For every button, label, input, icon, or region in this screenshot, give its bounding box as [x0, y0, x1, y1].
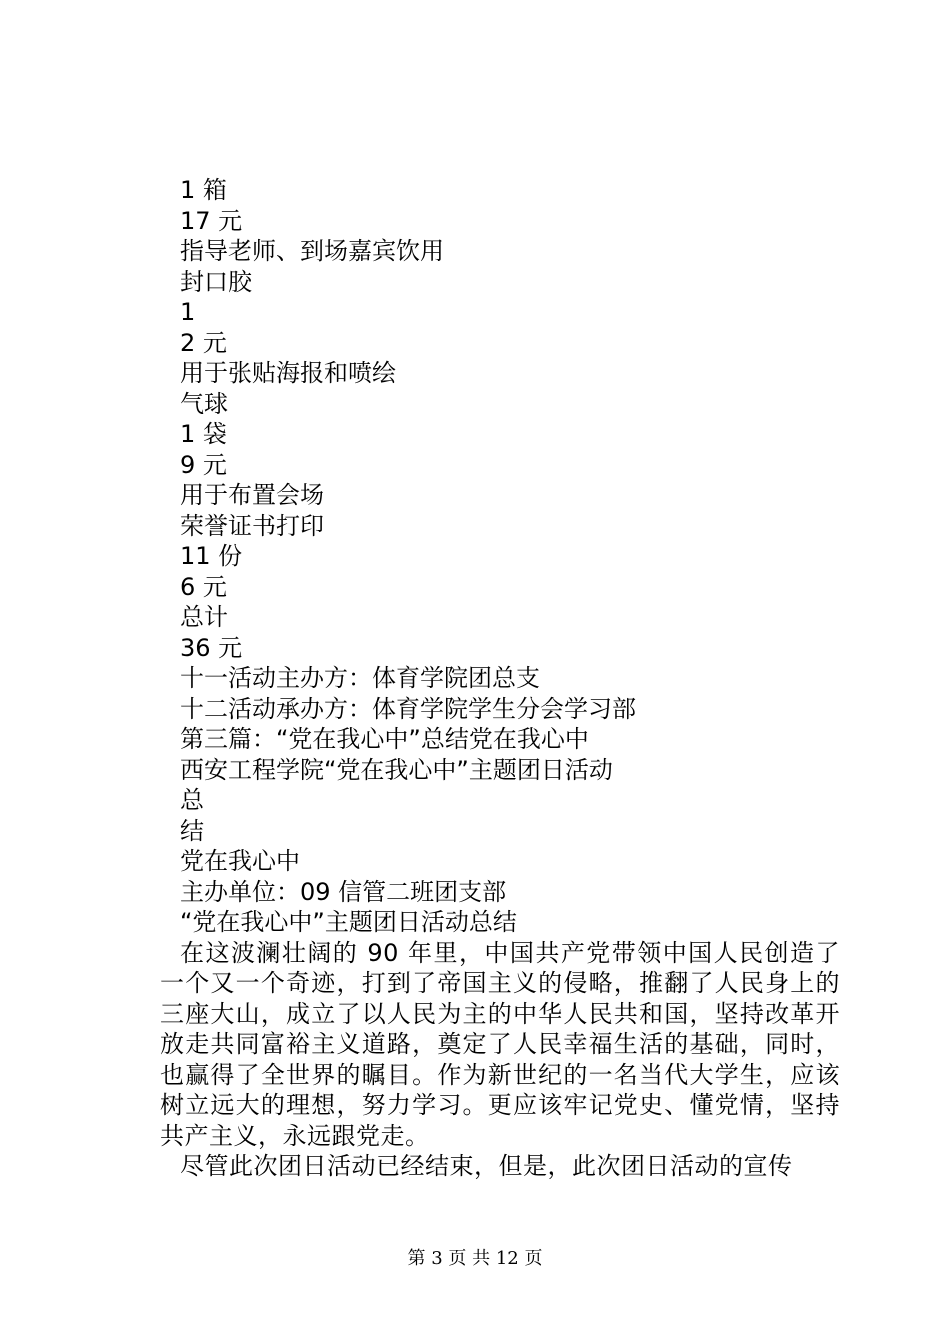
text-line: 荣誉证书打印 [180, 511, 324, 540]
text-line: 十一活动主办方：体育学院团总支 [180, 664, 540, 692]
text-line: 用于布置会场 [180, 481, 324, 509]
text-line: 指导老师、到场嘉宾饮用 [180, 237, 444, 265]
text-line: 1 箱 [180, 176, 227, 204]
text-line: 气球 [180, 389, 228, 418]
page-body [160, 175, 840, 1182]
text-line: 36 元 [180, 633, 243, 662]
text-line: 党在我心中 [180, 847, 300, 875]
text-line: 11 份 [180, 542, 243, 570]
text-line: 总 [180, 786, 204, 814]
text-line: 17 元 [180, 206, 243, 235]
text-line: 1 袋 [180, 420, 227, 448]
text-line: “党在我心中”主题团日活动总结 [180, 908, 517, 936]
text-line: 主办单位：09 信管二班团支部 [180, 877, 507, 906]
text-line: 6 元 [180, 572, 227, 601]
text-line: 1 [180, 298, 196, 326]
text-line: 封口胶 [180, 267, 252, 296]
text-line: 9 元 [180, 450, 227, 479]
text-line: 结 [180, 816, 204, 845]
section-heading: 第三篇：“党在我心中”总结党在我心中 [180, 725, 589, 753]
page-number-footer: 第 3 页 共 12 页 [407, 1248, 543, 1269]
text-line: 2 元 [180, 328, 227, 357]
text-line: 总计 [180, 603, 228, 631]
body-paragraph: 尽管此次团日活动已经结束，但是，此次团日活动的宣传 [180, 1152, 793, 1180]
text-line: 用于张贴海报和喷绘 [180, 359, 396, 387]
body-paragraph: 在这波澜壮阔的 90 年里，中国共产党带领中国人民创造了一个又一个奇迹，打到了帝国主义的侵略，推翻了人民身上的三座大山，成立了以人民为主的中华人民共和国，坚持改革开放走共同富裕主义道路，奠定了人民幸福生活的基础，同时，也赢得了全世界的瞩目。作为新世纪的一名当代大学生，应该树立远大的理想，努力学习。更应该牢记党史、懂党情，坚持共产主义，永远跟党走。 [160, 938, 840, 1150]
text-line: 十二活动承办方：体育学院学生分会学习部 [180, 694, 636, 723]
text-line: 西安工程学院“党在我心中”主题团日活动 [180, 755, 613, 784]
